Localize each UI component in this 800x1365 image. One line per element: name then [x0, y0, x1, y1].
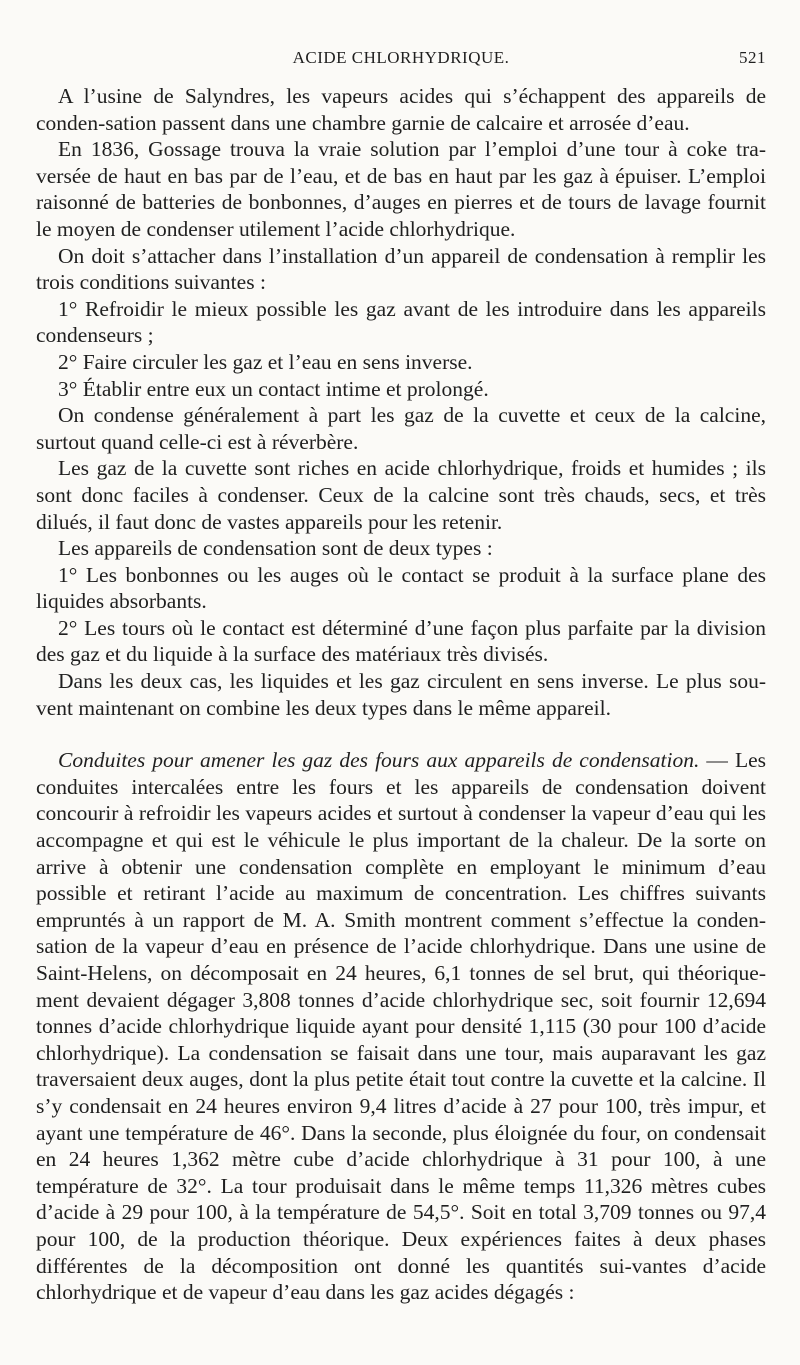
section-title: Conduites pour amener les gaz des fours aux appareils de condensation. — [58, 748, 700, 773]
apparatus-type-1: 1° Les bonbonnes ou les auges où le contact se produit à la surface plane des liquides absorbants. — [36, 562, 766, 614]
body-text — [36, 83, 766, 1306]
condition-2: 2° Faire circuler les gaz et l’eau en sens inverse. — [58, 349, 473, 374]
paragraph-both-cases: Dans les deux cas, les liquides et les gaz circulent en sens inverse. Le plus sou-vent maintenant on combine les deux types dans le même appareil. — [36, 669, 766, 720]
section-conduites — [36, 747, 766, 1305]
section-dash: — — [699, 748, 728, 773]
section-body: Les conduites intercalées entre les fours et les appareils de condensation doivent concourir à refroidir les vapeurs acides et surtout à condenser la vapeur d’eau qui les accompagne et qui est le véhicule le plus important de la chaleur. De la sorte on arrive à obtenir une condensation complète en employant le minimum d’eau possible et retirant l’acide au maximum de concentration. Les chiffres suivants empruntés à un rapport de M. A. Smith montrent comment s’effectue la conden-sation de la vapeur d’eau en présence de l’acide chlorhydrique. Dans une usine de Saint-Helens, on décomposait en 24 heures, 6,1 tonnes de sel brut, qui théorique-ment devaient dégager 3,808 tonnes d’acide chlorhydrique sec, soit fournir 12,694 tonnes d’acide chlorhydrique liquide ayant pour densité 1,115 (30 pour 100 d’acide chlorhydrique). La condensation se faisait dans une tour, mais auparavant les gaz traversaient deux auges, dont la plus petite était tout contre la cuvette et la calcine. Il s’y condensait en 24 heures environ 9,4 litres d’acide à 27 pour 100, très impur, et ayant une température de 46°. Dans la seconde, plus éloignée du four, on condensait en 24 heures 1,362 mètre cube d’acide chlorhydrique à 31 pour 100, à une température de 32°. La tour produisait dans le même temps 11,326 mètres cubes d’acide à 29 pour 100, à la température de 54,5°. Soit en total 3,709 tonnes ou 97,4 pour 100, de la production théorique. Deux expériences faites à deux phases différentes de la décomposition ont donné les quantités sui-vantes d’acide chlorhydrique et de vapeur d’eau dans les gaz acides dégagés : — [36, 748, 766, 1305]
condition-3: 3° Établir entre eux un contact intime et prolongé. — [58, 376, 489, 401]
page-number: 521 — [739, 48, 766, 67]
paragraph-separate-condensing: On condense généralement à part les gaz de la cuvette et ceux de la calcine, surtout quand celle-ci est à réverbère. — [36, 403, 766, 454]
paragraph-apparatus-types: Les appareils de condensation sont de deux types : — [58, 536, 493, 561]
paragraph-conditions-intro: On doit s’attacher dans l’installation d’un appareil de condensation à remplir les trois conditions suivantes : — [36, 243, 766, 295]
apparatus-type-2: 2° Les tours où le contact est déterminé d’une façon plus parfaite par la division des gaz et du liquide à la surface des matériaux très divisés. — [36, 615, 766, 667]
running-header — [36, 48, 766, 74]
paragraph-salindres: A l’usine de Salyndres, les vapeurs acides qui s’échappent des appareils de conden-sation passent dans une chambre garnie de calcaire et arrosée d’eau. — [36, 84, 766, 135]
paragraph-gossage: En 1836, Gossage trouva la vraie solution par l’emploi d’une tour à coke tra-versée de haut en bas par de l’eau, et de bas en haut par les gaz à épuiser. L’emploi raisonné de batteries de bonbonnes, d’auges en pierres et de tours de lavage fournit le moyen de condenser utilement l’acide chlorhydrique. — [36, 137, 766, 241]
paragraph-cuvette-gases: Les gaz de la cuvette sont riches en acide chlorhydrique, froids et humides ; ils sont donc faciles à condenser. Ceux de la calcine sont très chauds, secs, et très dilués, il faut donc de vastes appareils pour les retenir. — [36, 456, 766, 534]
condition-1: 1° Refroidir le mieux possible les gaz avant de les introduire dans les appareils condenseurs ; — [36, 296, 766, 348]
running-title: ACIDE CHLORHYDRIQUE. — [292, 48, 510, 67]
